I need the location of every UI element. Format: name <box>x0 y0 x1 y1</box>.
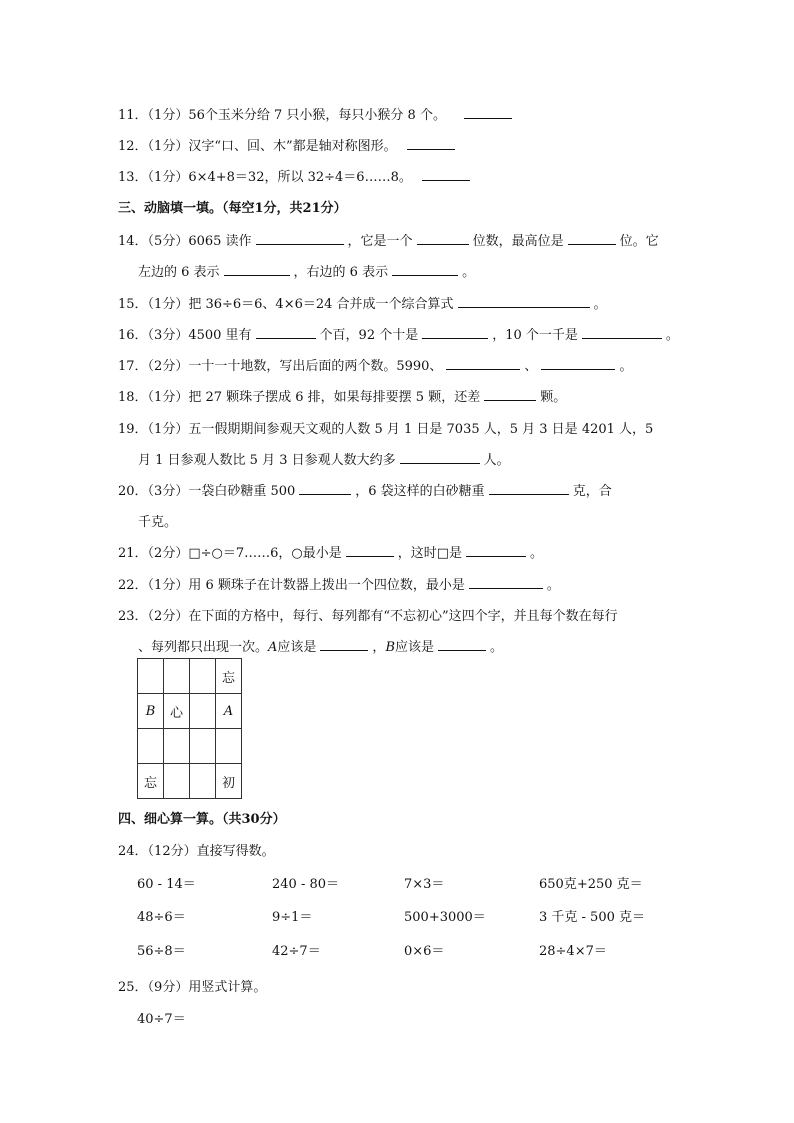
question-number: 16．（3分） <box>118 328 189 343</box>
section-4-title: 四、细心算一算。（共30分） <box>118 812 286 827</box>
question-text: 。 <box>619 359 633 374</box>
question-text: 把 27 颗珠子摆成 6 排，如果每排要摆 5 颗，还差 <box>188 390 481 405</box>
answer-blank[interactable] <box>464 106 512 119</box>
question-text: ，右边的 6 表示 <box>293 265 389 280</box>
answer-blank[interactable] <box>417 232 469 245</box>
question-text: 在下面的方格中，每行、每列都有“不忘初心”这四个字，并且每个数在每行 <box>188 609 618 624</box>
answer-blank[interactable] <box>438 638 486 651</box>
question-23-cont <box>138 636 503 655</box>
answer-blank[interactable] <box>256 326 316 339</box>
question-text: 人。 <box>483 453 510 468</box>
grid-cell <box>216 729 242 764</box>
question-number: 13．（1分） <box>118 170 189 185</box>
question-text: 一十一十地数，写出后面的两个数。5990、 <box>188 359 443 374</box>
answer-blank[interactable] <box>582 326 662 339</box>
grid-cell: 初 <box>216 764 242 799</box>
question-text: 、每列都只出现一次。 <box>138 640 269 655</box>
question-text: 。 <box>530 546 544 561</box>
question-text: 应该是 <box>395 640 435 655</box>
calc-item: 60 - 14＝ <box>137 877 196 892</box>
question-text: ，它是一个 <box>347 234 413 249</box>
grid-cell: A <box>216 694 242 729</box>
question-text: 颗。 <box>540 390 567 405</box>
answer-blank[interactable] <box>407 137 455 150</box>
question-text: □÷○＝7……6，○最小是 <box>188 546 342 561</box>
word-grid <box>137 658 242 799</box>
question-text: 左边的 6 表示 <box>138 265 220 280</box>
answer-blank[interactable] <box>466 544 526 557</box>
answer-blank[interactable] <box>400 451 480 464</box>
question-text: 用 6 颗珠子在计数器上拨出一个四位数，最小是 <box>188 578 465 593</box>
question-number: 21．（2分） <box>118 546 189 561</box>
question-text: ，6 袋这样的白砂糖重 <box>355 484 485 499</box>
question-text: 五一假期期间参观天文观的人数 5 月 1 日是 7035 人，5 月 3 日是 4201 人，5 <box>188 422 654 437</box>
question-20 <box>118 480 612 499</box>
question-text: ，10 个一千是 <box>492 328 578 343</box>
calc-item: 56÷8＝ <box>137 944 186 959</box>
grid-cell <box>190 764 216 799</box>
question-text: 。 <box>665 328 679 343</box>
grid-label-b: B <box>385 640 395 655</box>
calc-item: 40÷7＝ <box>137 1012 186 1027</box>
answer-blank[interactable] <box>489 482 569 495</box>
question-23 <box>118 605 618 624</box>
question-24 <box>118 840 275 859</box>
question-text: 用竖式计算。 <box>188 980 267 995</box>
answer-blank[interactable] <box>469 576 543 589</box>
question-21 <box>118 542 543 561</box>
question-text: 把 36÷6＝6、4×6＝24 合并成一个综合算式 <box>188 297 454 312</box>
question-number: 14．（5分） <box>118 234 189 249</box>
question-text: 。 <box>462 265 476 280</box>
grid-cell <box>138 659 164 694</box>
question-number: 18．（1分） <box>118 390 189 405</box>
question-text: 应该是 <box>277 640 317 655</box>
question-number: 11．（1分） <box>118 108 189 123</box>
question-text: 一袋白砂糖重 500 <box>188 484 296 499</box>
question-20-cont <box>138 511 177 530</box>
question-14 <box>118 230 659 249</box>
question-text: 位。它 <box>619 234 659 249</box>
question-text: 56个玉米分给 7 只小猴，每只小猴分 8 个。 <box>188 108 446 123</box>
answer-blank[interactable] <box>224 263 290 276</box>
question-number: 12．（1分） <box>118 139 189 154</box>
grid-cell <box>164 659 190 694</box>
question-text: ， <box>372 640 386 655</box>
calc-item: 0×6＝ <box>404 944 445 959</box>
answer-blank[interactable] <box>320 638 368 651</box>
question-text: 月 1 日参观人数比 5 月 3 日参观人数大约多 <box>138 453 396 468</box>
question-25 <box>118 976 266 995</box>
question-text: 4500 里有 <box>188 328 252 343</box>
grid-cell: 忘 <box>138 764 164 799</box>
question-19-cont <box>138 449 510 468</box>
question-text: 6×4+8＝32，所以 32÷4＝6……8。 <box>188 170 412 185</box>
question-11 <box>118 104 516 123</box>
grid-cell: 忘 <box>216 659 242 694</box>
question-17 <box>118 355 632 374</box>
answer-blank[interactable] <box>422 326 488 339</box>
calc-item: 500+3000＝ <box>404 910 486 925</box>
question-number: 24．（12分） <box>118 844 197 859</box>
question-text: 、 <box>524 359 538 374</box>
question-number: 19．（1分） <box>118 422 189 437</box>
calc-item: 3 千克 - 500 克＝ <box>539 910 646 925</box>
question-number: 17．（2分） <box>118 359 189 374</box>
answer-blank[interactable] <box>484 388 536 401</box>
answer-blank[interactable] <box>392 263 458 276</box>
question-text: 直接写得数。 <box>196 844 275 859</box>
question-19 <box>118 418 653 437</box>
question-number: 20．（3分） <box>118 484 189 499</box>
answer-blank[interactable] <box>422 168 470 181</box>
question-number: 22．（1分） <box>118 578 189 593</box>
grid-cell <box>164 729 190 764</box>
question-text: ，这时□是 <box>397 546 463 561</box>
calc-item: 240 - 80＝ <box>272 877 340 892</box>
question-14-cont <box>138 261 475 280</box>
grid-cell <box>190 694 216 729</box>
calc-item: 42÷7＝ <box>272 944 321 959</box>
grid-cell <box>164 764 190 799</box>
grid-cell: B <box>138 694 164 729</box>
answer-blank[interactable] <box>458 295 590 308</box>
answer-blank[interactable] <box>568 232 616 245</box>
question-18 <box>118 386 566 405</box>
grid-cell <box>190 659 216 694</box>
question-16 <box>118 324 679 343</box>
answer-blank[interactable] <box>446 357 520 370</box>
question-text: 千克。 <box>138 515 178 530</box>
question-text: 6065 读作 <box>188 234 252 249</box>
grid-cell <box>138 729 164 764</box>
question-text: 。 <box>593 297 607 312</box>
answer-blank[interactable] <box>299 482 351 495</box>
question-text: 克，合 <box>572 484 612 499</box>
calc-item: 48÷6＝ <box>137 910 186 925</box>
question-number: 23．（2分） <box>118 609 189 624</box>
grid-cell: 心 <box>164 694 190 729</box>
grid-cell <box>190 729 216 764</box>
question-text: 。 <box>546 578 560 593</box>
question-12 <box>118 135 459 154</box>
question-number: 15．（1分） <box>118 297 189 312</box>
grid-label-a: A <box>268 640 278 655</box>
question-number: 25．（9分） <box>118 980 189 995</box>
section-3-title: 三、动脑填一填。（每空1分，共21分） <box>118 201 347 216</box>
calc-item: 9÷1＝ <box>272 910 313 925</box>
question-13 <box>118 166 474 185</box>
question-22 <box>118 574 560 593</box>
calc-item: 650克+250 克＝ <box>539 877 643 892</box>
question-15 <box>118 293 607 312</box>
question-text: 位数，最高位是 <box>472 234 564 249</box>
question-text: 。 <box>490 640 504 655</box>
answer-blank[interactable] <box>346 544 394 557</box>
answer-blank[interactable] <box>256 232 344 245</box>
question-text: 个百，92 个十是 <box>319 328 419 343</box>
calc-item: 7×3＝ <box>404 877 445 892</box>
calc-item: 28÷4×7＝ <box>539 944 607 959</box>
question-text: 汉字“口、回、木”都是轴对称图形。 <box>188 139 397 154</box>
answer-blank[interactable] <box>541 357 615 370</box>
